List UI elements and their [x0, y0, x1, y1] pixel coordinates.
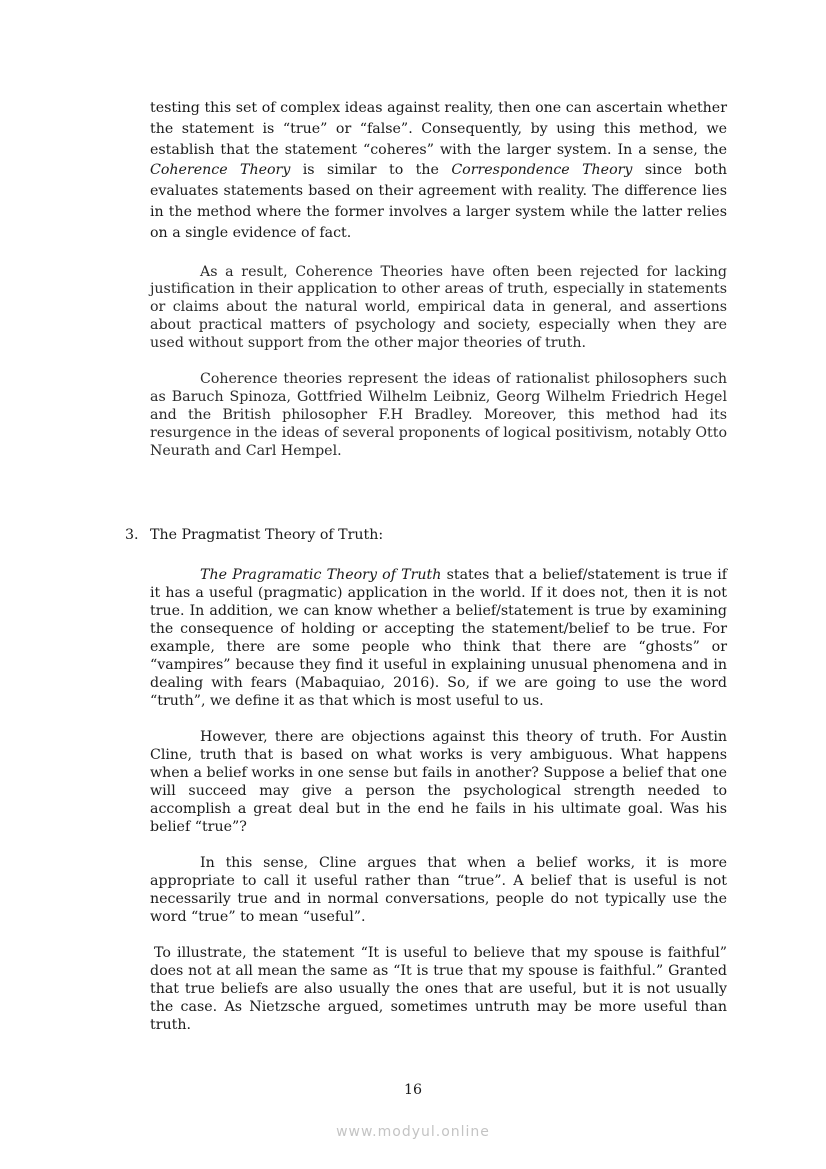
- paragraph-coherence-philosophers: Coherence theories represent the ideas of rationalist philosophers such as Baruch Spinoza, Gottfried Wilhelm Leibniz, Georg Wilhelm Friedrich Hegel and the British philosopher F.H Bradley. Moreover, this method had its resurgence in the ideas of several proponents of logical positivism, notably Otto Neurath and Carl Hempel.: [150, 371, 727, 459]
- watermark: www.modyul.online: [336, 1124, 490, 1140]
- section-title: The Pragmatist Theory of Truth:: [150, 527, 384, 543]
- section-heading: [125, 525, 383, 545]
- section-pragmatist-body: [150, 566, 727, 1034]
- para1-text-a: testing this set of complex ideas against reality, then one can ascertain whether the statement is “true” or “false”. Consequently, by using this method, we establish that the statement “coheres” with the larger system. In a sense, the: [150, 100, 727, 158]
- page-body: [150, 98, 727, 461]
- pragmatic-theory-term: The Pragramatic Theory of Truth: [200, 567, 442, 583]
- paragraph-coherence-method: [150, 98, 727, 244]
- paragraph-pragmatic-definition: [150, 566, 727, 710]
- page-number: 16: [403, 1082, 423, 1098]
- para1-text-b: is similar to the: [290, 162, 452, 179]
- para1-text-c: since both evaluates statements based on their agreement with reality. The difference lies in the method where the former involves a larger system while the latter relies on a single evidence of fact.: [150, 162, 728, 241]
- paragraph-illustration: To illustrate, the statement “It is useful to believe that my spouse is faithful” does not at all mean the same as “It is true that my spouse is faithful.” Granted that true beliefs are also usually the ones that are useful, but it is not usually the case. As Nietzsche argued, sometimes untruth may be more useful than truth.: [150, 945, 727, 1033]
- section-number: 3.: [125, 527, 139, 543]
- pragmatic-definition-text: states that a belief/statement is true if it has a useful (pragmatic) application in the world. If it does not, then it is not true. In addition, we can know whether a belief/statement is true by examining the consequence of holding or accepting the statement/belief to be true. For example, there are some people who think that there are “ghosts” or “vampires” because they find it useful in explaining unusual phenomena and in dealing with fears (Mabaquiao, 2016). So, if we are going to use the word “truth”, we define it as that which is most useful to us.: [150, 567, 727, 709]
- paragraph-coherence-rejection: As a result, Coherence Theories have often been rejected for lacking justification in their application to other areas of truth, especially in statements or claims about the natural world, empirical data in general, and assertions about practical matters of psychology and society, especially when they are used without support from the other major theories of truth.: [150, 263, 727, 352]
- paragraph-cline-argument: In this sense, Cline argues that when a belief works, it is more appropriate to call it useful rather than “true”. A belief that is useful is not necessarily true and in normal conversations, people do not typically use the word “true” to mean “useful”.: [150, 855, 727, 925]
- coherence-theory-term: Coherence Theory: [150, 162, 291, 179]
- correspondence-theory-term: Correspondence Theory: [451, 162, 633, 179]
- paragraph-objections: However, there are objections against this theory of truth. For Austin Cline, truth that is based on what works is very ambiguous. What happens when a belief works in one sense but fails in another? Suppose a belief that one will succeed may give a person the psychological strength needed to accomplish a great deal but in the end he fails in his ultimate goal. Was his belief “true”?: [150, 729, 727, 835]
